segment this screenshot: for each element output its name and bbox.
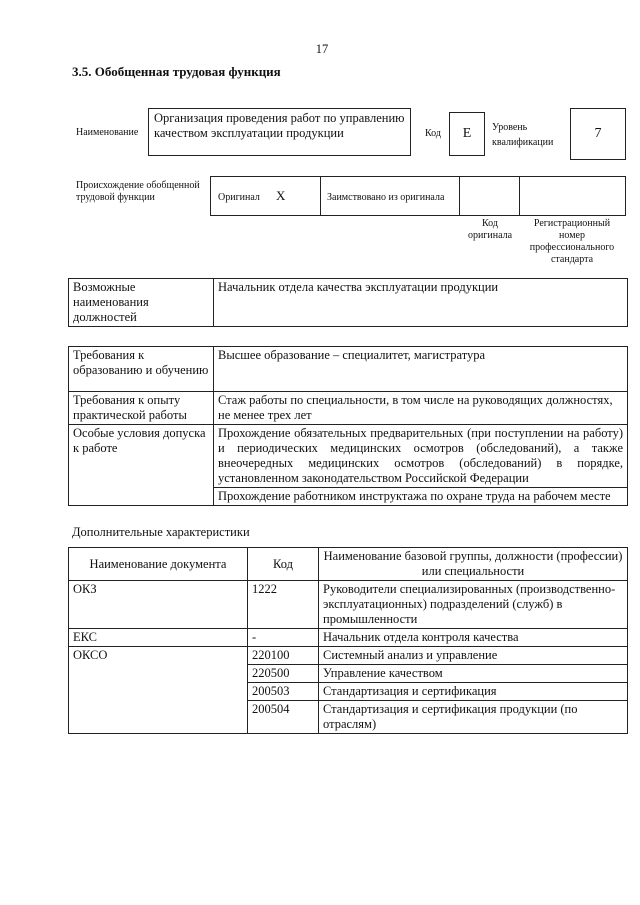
special-value-2: Прохождение работником инструктажа по охране труда на рабочем месте xyxy=(214,488,628,506)
row-code: - xyxy=(248,629,319,647)
row-code: 220500 xyxy=(248,665,319,683)
name-value-box xyxy=(148,108,411,156)
col-header-code: Код xyxy=(248,548,319,581)
name-value: Организация проведения работ по управлению качеством эксплуатации продукции xyxy=(154,111,405,140)
additional-table xyxy=(68,547,628,734)
row-name: Управление качеством xyxy=(319,665,628,683)
original-label: Оригинал xyxy=(218,192,260,203)
additional-title: Дополнительные характеристики xyxy=(72,525,250,539)
origin-divider-1 xyxy=(320,176,321,216)
experience-label: Требования к опыту практической работы xyxy=(69,392,214,425)
row-name: Стандартизация и сертификация продукции (по отраслям) xyxy=(319,701,628,734)
code-value: E xyxy=(462,126,472,141)
additional-row xyxy=(69,629,628,647)
row-name: Руководители специализированных (производственно-эксплуатационных) подразделений (служб) в промышленности xyxy=(319,581,628,629)
row-code: 1222 xyxy=(248,581,319,629)
col-header-document: Наименование документа xyxy=(69,548,248,581)
education-row xyxy=(69,347,628,392)
experience-value: Стаж работы по специальности, в том числе на руководящих должностях, не менее трех лет xyxy=(214,392,628,425)
row-name: Стандартизация и сертификация xyxy=(319,683,628,701)
code-original-caption: Код оригинала xyxy=(467,218,513,241)
row-code: 200503 xyxy=(248,683,319,701)
reg-number-caption: Регистрационный номер профессионального стандарта xyxy=(529,218,615,265)
borrowed-label: Заимствовано из оригинала xyxy=(327,192,445,203)
original-mark: X xyxy=(276,188,286,203)
positions-label: Возможные наименования должностей xyxy=(69,279,214,327)
special-label: Особые условия допуска к работе xyxy=(69,425,214,506)
origin-label: Происхождение обобщенной трудовой функции xyxy=(76,180,200,203)
name-label: Наименование xyxy=(76,127,139,138)
positions-table xyxy=(68,278,628,327)
code-value-box xyxy=(449,112,485,156)
origin-divider-3 xyxy=(519,176,520,216)
additional-row xyxy=(69,581,628,629)
section-title: 3.5. Обобщенная трудовая функция xyxy=(72,64,281,79)
code-label: Код xyxy=(425,128,441,139)
additional-header-row xyxy=(69,548,628,581)
special-row-1 xyxy=(69,425,628,488)
row-name: Начальник отдела контроля качества xyxy=(319,629,628,647)
row-document: ЕКС xyxy=(69,629,248,647)
page-number: 17 xyxy=(315,42,329,56)
positions-row xyxy=(69,279,628,327)
additional-body xyxy=(69,581,628,734)
origin-divider-2 xyxy=(459,176,460,216)
row-document: ОКСО xyxy=(69,647,248,734)
col-header-name: Наименование базовой группы, должности (профессии) или специальности xyxy=(319,548,628,581)
level-label-line-1: Уровень xyxy=(492,122,528,133)
row-name: Системный анализ и управление xyxy=(319,647,628,665)
experience-row xyxy=(69,392,628,425)
requirements-table xyxy=(68,346,628,506)
row-code: 200504 xyxy=(248,701,319,734)
row-code: 220100 xyxy=(248,647,319,665)
row-document: ОКЗ xyxy=(69,581,248,629)
education-value: Высшее образование – специалитет, магистратура xyxy=(214,347,628,392)
level-label xyxy=(492,122,553,149)
positions-value: Начальник отдела качества эксплуатации продукции xyxy=(214,279,628,327)
level-value-box xyxy=(570,108,626,160)
additional-row xyxy=(69,647,628,665)
education-label: Требования к образованию и обучению xyxy=(69,347,214,392)
level-value: 7 xyxy=(594,126,602,141)
special-value-1: Прохождение обязательных предварительных (при поступлении на работу) и периодических медицинских осмотров (обследований), а также внеочередных медицинских осмотров (обследований) в порядке, установленном законодательством Российской Федерации xyxy=(214,425,628,488)
level-label-line-2: квалификации xyxy=(492,137,554,148)
